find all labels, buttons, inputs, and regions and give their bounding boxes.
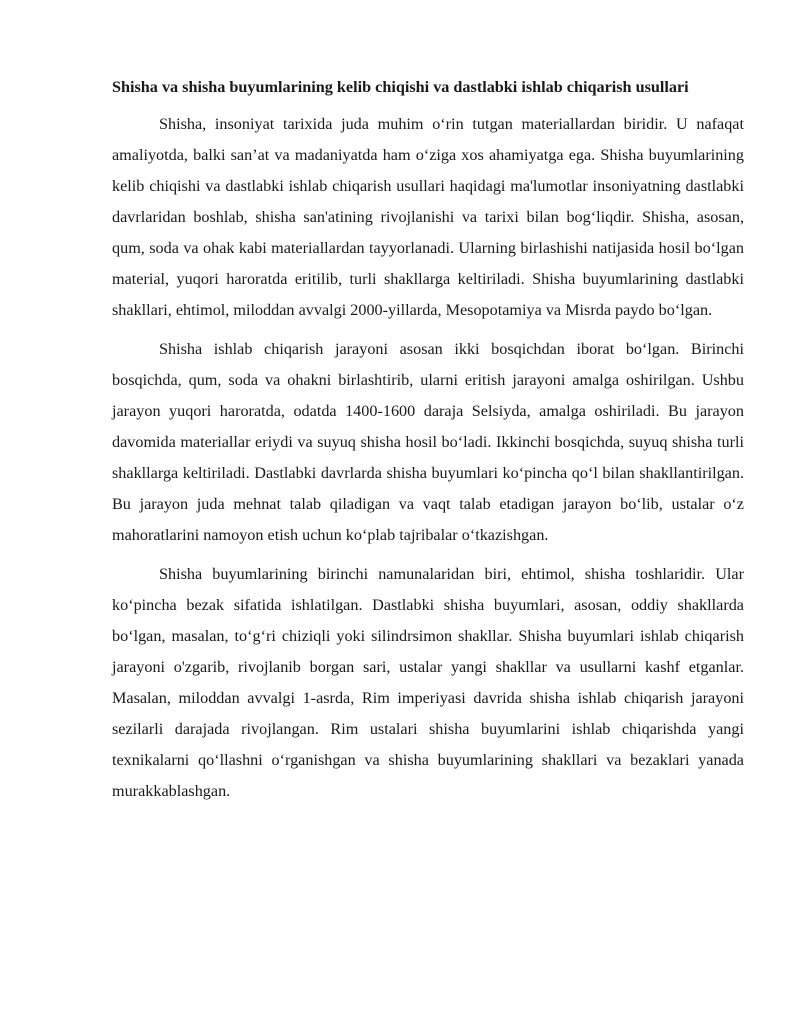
paragraph-1: Shisha, insoniyat tarixida juda muhim o‘rin tutgan materiallardan biridir. U nafaqat amaliyotda, balki san’at va madaniyatda ham o‘ziga xos ahamiyatga ega. Shisha buyumlarining kelib chiqishi va dastlabki ishlab chiqarish usullari haqidagi ma'lumotlar insoniyatning dastlabki davrlaridan boshlab, shisha san'atining rivojlanishi va tarixi bilan bog‘liqdir. Shisha, asosan, qum, soda va ohak kabi materiallardan tayyorlanadi. Ularning birlashishi natijasida hosil bo‘lgan material, yuqori haroratda eritilib, turli shakllarga keltiriladi. Shisha buyumlarining dastlabki shakllari, ehtimol, miloddan avvalgi 2000-yillarda, Mesopotamiya va Misrda paydo bo‘lgan. bbox=[112, 115, 744, 319]
paragraph-3: Shisha buyumlarining birinchi namunalaridan biri, ehtimol, shisha toshlaridir. Ular ko‘pincha bezak sifatida ishlatilgan. Dastlabki shisha buyumlari, asosan, oddiy shakllarda bo‘lgan, masalan, to‘g‘ri chiziqli yoki silindrsimon shakllar. Shisha buyumlari ishlab chiqarish jarayoni o'zgarib, rivojlanib borgan sari, ustalar yangi shakllar va usullarni kashf etganlar. Masalan, miloddan avvalgi 1-asrda, Rim imperiyasi davrida shisha ishlab chiqarish jarayoni sezilarli darajada rivojlangan. Rim ustalari shisha buyumlarini ishlab chiqarishda yangi texnikalarni qo‘llashni o‘rganishgan va shisha buyumlarining shakllari va bezaklari yanada murakkablashgan. bbox=[112, 565, 744, 800]
document-title: Shisha va shisha buyumlarining kelib chiqishi va dastlabki ishlab chiqarish usullari bbox=[112, 78, 689, 96]
paragraph-2: Shisha ishlab chiqarish jarayoni asosan ikki bosqichdan iborat bo‘lgan. Birinchi bosqichda, qum, soda va ohakni birlashtirib, ularni eritish jarayoni amalga oshirilgan. Ushbu jarayon yuqori haroratda, odatda 1400-1600 daraja Selsiyda, amalga oshiriladi. Bu jarayon davomida materiallar eriydi va suyuq shisha hosil bo‘ladi. Ikkinchi bosqichda, suyuq shisha turli shakllarga keltiriladi. Dastlabki davrlarda shisha buyumlari ko‘pincha qo‘l bilan shakllantirilgan. Bu jarayon juda mehnat talab qiladigan va vaqt talab etadigan jarayon bo‘lib, ustalar o‘z mahoratlarini namoyon etish uchun ko‘plab tajribalar o‘tkazishgan. bbox=[112, 340, 744, 544]
document-body bbox=[112, 72, 744, 815]
